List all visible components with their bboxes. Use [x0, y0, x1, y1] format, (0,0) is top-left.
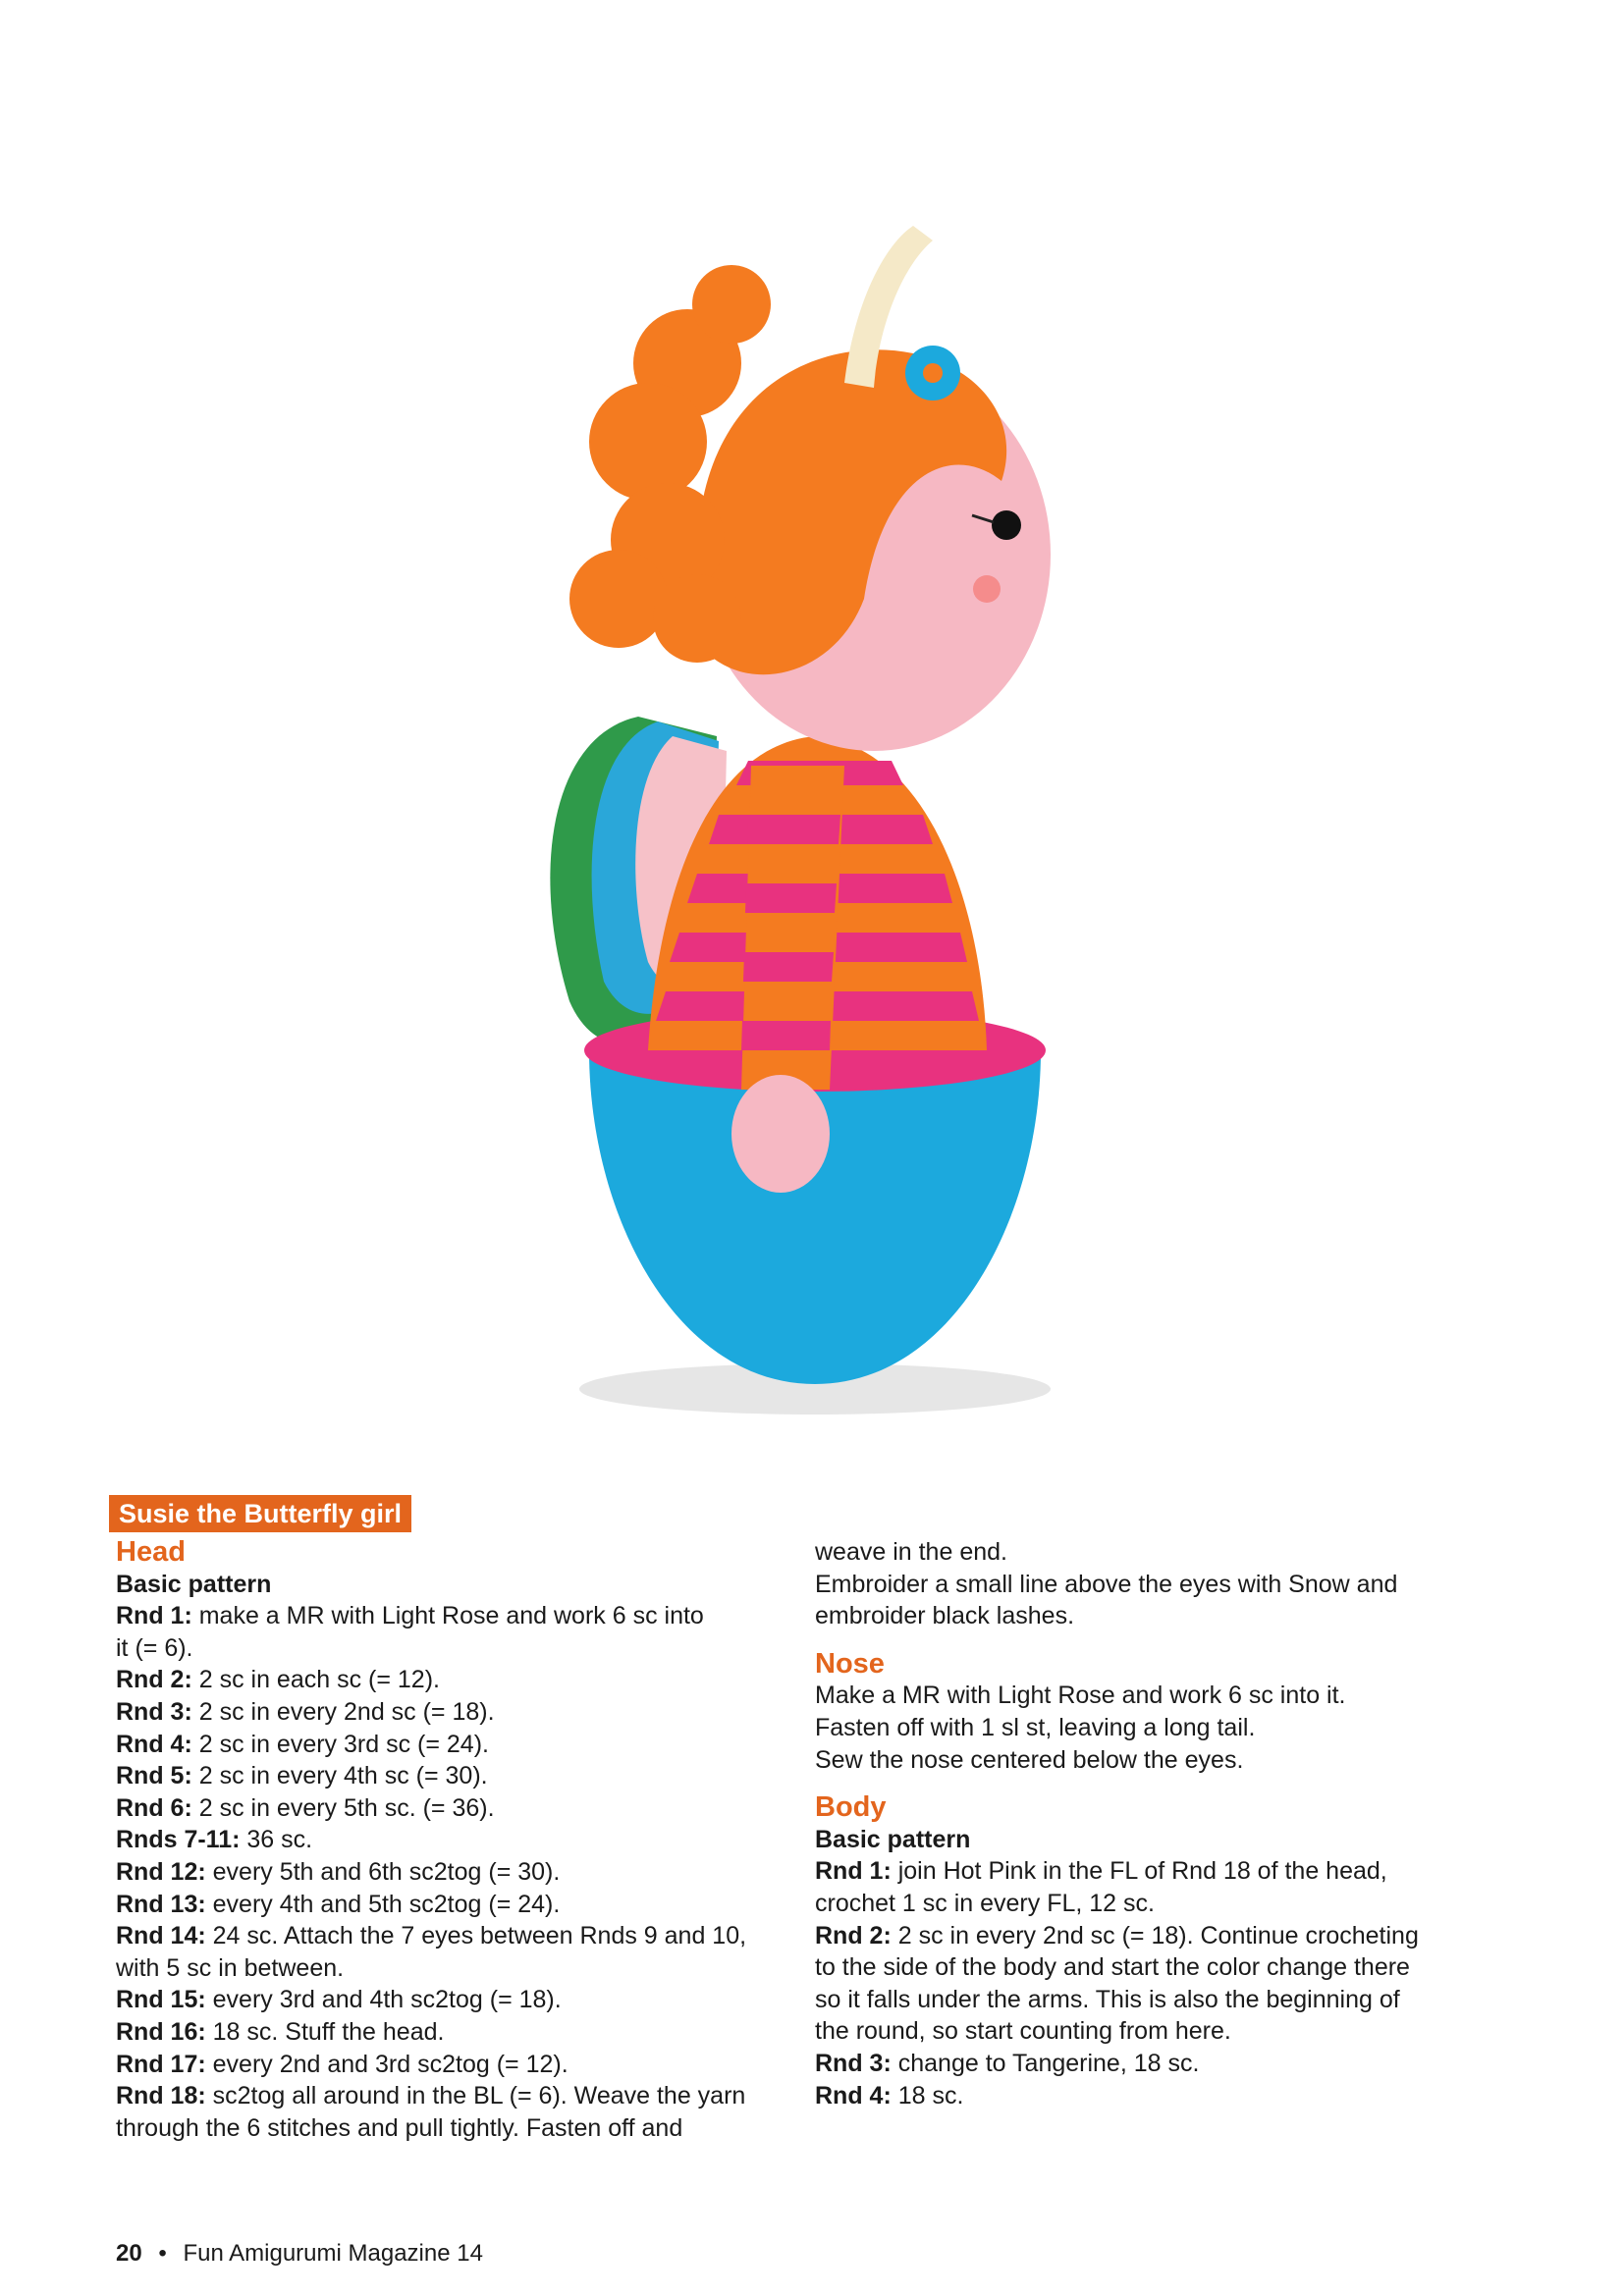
round-text: so it falls under the arms. This is also the beginning of: [815, 1985, 1400, 2013]
section-heading-head: Head: [116, 1536, 186, 1568]
amigurumi-illustration: [491, 187, 1100, 1463]
round-text: through the 6 stitches and pull tightly. Fasten off and: [116, 2113, 683, 2142]
round-text: sc2tog all around in the BL (= 6). Weave the yarn: [205, 2082, 746, 2110]
instruction-line: Fasten off with 1 sl st, leaving a long tail.: [815, 1713, 1256, 1741]
footer-separator: •: [158, 2240, 167, 2267]
round-label: Rnd 2:: [815, 1921, 892, 1949]
round-text: change to Tangerine, 18 sc.: [891, 2049, 1200, 2077]
round-text: every 2nd and 3rd sc2tog (= 12).: [205, 2050, 568, 2078]
instruction-line: [116, 2112, 784, 2145]
instruction-line: [116, 2080, 784, 2112]
instruction-line: [116, 1984, 784, 2016]
instruction-line: [815, 1920, 1483, 1952]
instruction-line: [116, 1600, 784, 1632]
instruction-line: [815, 2080, 1483, 2112]
instruction-line: [116, 1696, 784, 1729]
instruction-line: [116, 1920, 784, 1952]
subheading-basic-pattern: Basic pattern: [815, 1825, 971, 1853]
round-label: Rnd 18:: [116, 2082, 206, 2110]
round-text: to the side of the body and start the color change there: [815, 1953, 1410, 1982]
round-label: Rnd 12:: [116, 1857, 206, 1886]
subheading-basic-pattern: Basic pattern: [116, 1570, 272, 1598]
round-label: Rnd 13:: [116, 1890, 206, 1918]
page-number: 20: [116, 2240, 142, 2267]
round-label: Rnd 3:: [815, 2049, 892, 2077]
head-instructions-continued: [815, 1536, 1483, 1632]
instruction-line: [116, 2049, 784, 2081]
instruction-line: Embroider a small line above the eyes with Snow and: [815, 1570, 1398, 1598]
instruction-line: Make a MR with Light Rose and work 6 sc into it.: [815, 1682, 1346, 1710]
round-text: 2 sc in every 4th sc (= 30).: [191, 1762, 488, 1790]
round-label: Rnd 6:: [116, 1793, 192, 1822]
instruction-line: [815, 1951, 1483, 1984]
amigurumi-photo: [491, 187, 1100, 1463]
round-text: the round, so start counting from here.: [815, 2017, 1231, 2046]
round-text: crochet 1 sc in every FL, 12 sc.: [815, 1889, 1155, 1917]
round-text: 18 sc.: [891, 2081, 964, 2109]
left-column: [116, 1536, 784, 2144]
round-label: Rnd 4:: [815, 2081, 892, 2109]
round-text: every 3rd and 4th sc2tog (= 18).: [205, 1986, 562, 2014]
article-title: Susie the Butterfly girl: [109, 1495, 411, 1532]
instruction-line: [815, 1855, 1483, 1888]
round-text: 2 sc in every 5th sc. (= 36).: [191, 1793, 495, 1822]
section-heading-body: Body: [815, 1791, 887, 1824]
body-instructions: [815, 1855, 1483, 2111]
instruction-line: [815, 1888, 1483, 1920]
round-text: 2 sc in every 3rd sc (= 24).: [191, 1730, 489, 1758]
round-label: Rnd 17:: [116, 2050, 206, 2078]
round-text: every 5th and 6th sc2tog (= 30).: [205, 1857, 561, 1886]
round-text: every 4th and 5th sc2tog (= 24).: [205, 1890, 561, 1918]
instruction-line: [116, 2016, 784, 2049]
round-label: Rnd 5:: [116, 1762, 192, 1790]
section-heading-nose: Nose: [815, 1647, 885, 1680]
instruction-line: [116, 1729, 784, 1761]
instruction-line: [116, 1889, 784, 1921]
instruction-line: [815, 2048, 1483, 2080]
round-text: 2 sc in every 2nd sc (= 18). Continue crocheting: [891, 1921, 1419, 1949]
round-text: join Hot Pink in the FL of Rnd 18 of the head,: [891, 1857, 1387, 1886]
round-text: make a MR with Light Rose and work 6 sc into: [191, 1602, 704, 1630]
instruction-line: [116, 1760, 784, 1792]
nose-instructions: [815, 1680, 1483, 1776]
round-label: Rnd 2:: [116, 1666, 192, 1694]
round-text: 24 sc. Attach the 7 eyes between Rnds 9 and 10,: [205, 1922, 747, 1950]
round-label: Rnds 7-11:: [116, 1826, 241, 1854]
instruction-line: [815, 2015, 1483, 2048]
round-label: Rnd 16:: [116, 2017, 206, 2046]
round-text: with 5 sc in between.: [116, 1953, 345, 1982]
instruction-line: Sew the nose centered below the eyes.: [815, 1745, 1244, 1774]
round-text: 18 sc. Stuff the head.: [205, 2017, 445, 2046]
round-label: Rnd 1:: [815, 1857, 892, 1886]
instruction-line: [116, 1664, 784, 1696]
head-instructions: [116, 1600, 784, 2144]
round-label: Rnd 1:: [116, 1602, 192, 1630]
instruction-line: weave in the end.: [815, 1538, 1007, 1566]
instruction-line: [116, 1952, 784, 1985]
round-label: Rnd 14:: [116, 1922, 206, 1950]
round-label: Rnd 3:: [116, 1697, 192, 1726]
instruction-line: [116, 1856, 784, 1889]
round-label: Rnd 4:: [116, 1730, 192, 1758]
right-column: [815, 1536, 1483, 2111]
round-text: 2 sc in each sc (= 12).: [191, 1666, 440, 1694]
instruction-line: [815, 1984, 1483, 2016]
round-text: 2 sc in every 2nd sc (= 18).: [191, 1697, 495, 1726]
instruction-line: [116, 1824, 784, 1856]
round-label: Rnd 15:: [116, 1986, 206, 2014]
magazine-name: Fun Amigurumi Magazine 14: [183, 2240, 483, 2267]
page-footer: [116, 2240, 483, 2268]
instruction-line: [116, 1632, 784, 1665]
instruction-line: embroider black lashes.: [815, 1602, 1075, 1630]
instruction-line: [116, 1792, 784, 1825]
round-text: it (= 6).: [116, 1633, 193, 1662]
round-text: 36 sc.: [240, 1826, 313, 1854]
